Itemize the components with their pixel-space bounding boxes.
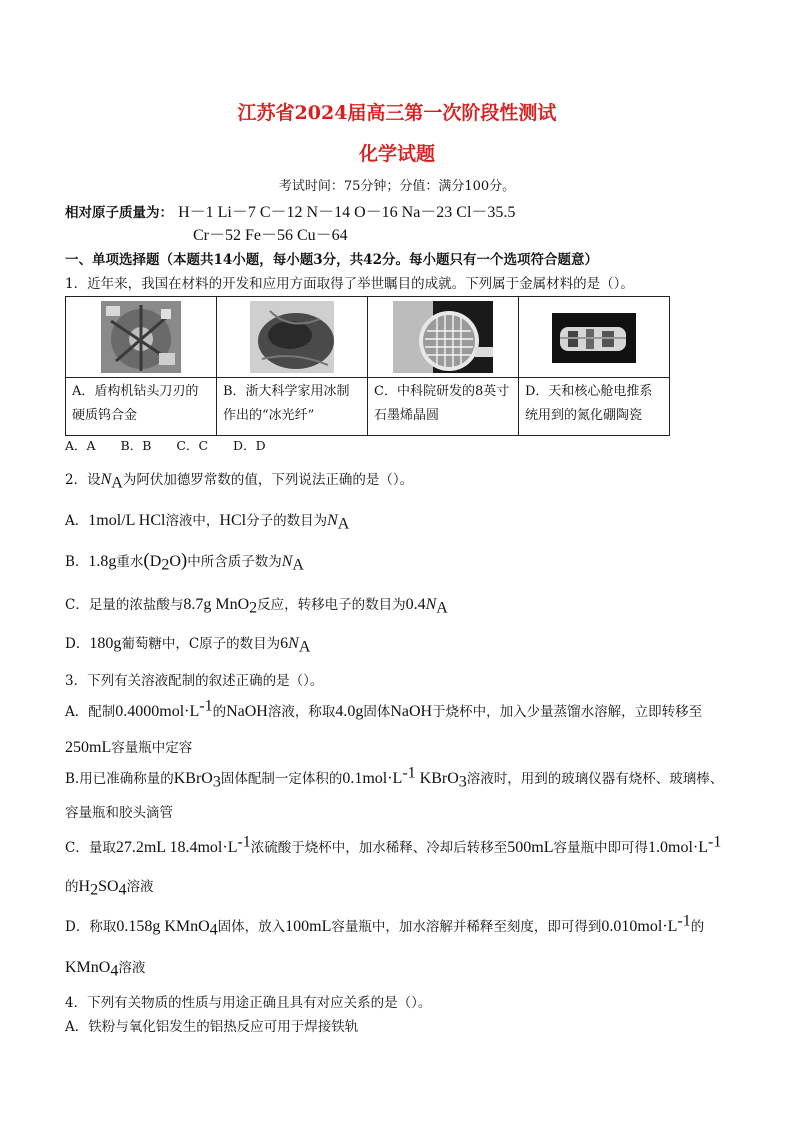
hall-thruster-photo xyxy=(546,301,642,373)
caption-b: B．浙大科学家用冰制作出的“冰光纤” xyxy=(217,378,368,436)
caption-d: D．天和核心舱电推系统用到的氮化硼陶瓷 xyxy=(519,378,670,436)
question-1-stem: 1．近年来，我国在材料的开发和应用方面取得了举世瞩目的成就。下列属于金属材料的是（）。 xyxy=(65,276,634,292)
question-2-stem: 2．设$N_A$为阿伏加德罗常数的值，下列说法正确的是（）。 xyxy=(65,471,414,492)
question-2-option-a[interactable]: A．1mol/L HCl溶液中，HCl分子的数目为$N_A$ xyxy=(65,512,350,533)
question-1-image-table xyxy=(65,296,670,436)
caption-c: C．中科院研发的8英寸石墨烯晶圆 xyxy=(368,378,519,436)
question-3-option-b-line1[interactable]: B.用已准确称量的KBrO$_3$固体配制一定体积的$0.1mol\cdot L^{-1}$ KBrO$_3$溶液时，用到的玻璃仪器有烧杯、玻璃棒、 xyxy=(65,764,724,791)
question-3-option-d-line2: KMnO$_4$溶液 xyxy=(65,959,146,980)
atomic-masses-values-2: Cr－52 Fe－56 Cu－64 xyxy=(193,227,348,244)
image-cell-d xyxy=(519,297,670,378)
atomic-masses-line1 xyxy=(65,199,515,222)
question-3-option-d-line1[interactable]: D．称取0.158g KMnO$_4$固体，放入100mL容量瓶中，加水溶解并稀释至刻度，即可得到$0.010mol\cdot L^{-1}$的 xyxy=(65,912,705,939)
question-4-stem: 4．下列有关物质的性质与用途正确且具有对应关系的是（）。 xyxy=(65,995,432,1011)
graphene-wafer-photo xyxy=(393,301,493,373)
ice-optical-fiber-photo xyxy=(250,301,334,373)
question-2-option-c[interactable]: C．足量的浓盐酸与8.7g MnO$_2$反应，转移电子的数目为$0.4N_A$ xyxy=(65,596,448,617)
question-3-stem: 3．下列有关溶液配制的叙述正确的是（）。 xyxy=(65,673,324,689)
question-3-option-c-line2: 的$H_2SO_4$溶液 xyxy=(65,878,154,899)
image-cell-c xyxy=(368,297,519,378)
image-cell-b xyxy=(217,297,368,378)
question-3-option-a-line2: 250mL容量瓶中定容 xyxy=(65,739,193,756)
question-1-options: A．A B．B C．C D．D xyxy=(65,438,266,453)
question-3-option-c-line1[interactable]: C．量取27.2mL $18.4mol\cdot L^{-1}$浓硫酸于烧杯中，加水稀释、冷却后转移至500mL容量瓶中即可得$1.0mol\cdot L^{-1}$ xyxy=(65,833,722,856)
atomic-masses-values-1: H－1 Li－7 C－12 N－14 O－16 Na－23 Cl－35.5 xyxy=(178,204,516,221)
question-3-option-a-line1[interactable]: A．配制$0.4000mol\cdot L^{-1}$的NaOH溶液，称取4.0g固体NaOH于烧杯中，加入少量蒸馏水溶解，立即转移至 xyxy=(65,697,703,720)
question-4-option-a[interactable]: A．铁粉与氧化铝发生的铝热反应可用于焊接铁轨 xyxy=(65,1019,359,1035)
section-heading: 一、单项选择题（本题共14小题，每小题3分，共42分。每小题只有一个选项符合题意） xyxy=(65,252,598,268)
exam-subtitle: 化学试题 xyxy=(358,143,435,165)
exam-info: 考试时间：75分钟；分值：满分100分。 xyxy=(278,179,516,194)
question-3-option-b-line2: 容量瓶和胶头滴管 xyxy=(65,805,173,821)
tungsten-alloy-cutter-photo xyxy=(101,301,181,373)
image-cell-a xyxy=(66,297,217,378)
atomic-masses-label: 相对原子质量为： xyxy=(65,205,173,221)
question-2-option-b[interactable]: B．1.8g重水$(D_2O)$中所含质子数为$N_A$ xyxy=(65,550,304,574)
caption-a: A．盾构机钻头刀刃的硬质钨合金 xyxy=(66,378,217,436)
question-2-option-d[interactable]: D．180g葡萄糖中，C原子的数目为$6N_A$ xyxy=(65,635,311,656)
exam-title: 江苏省2024届高三第一次阶段性测试 xyxy=(237,102,557,124)
